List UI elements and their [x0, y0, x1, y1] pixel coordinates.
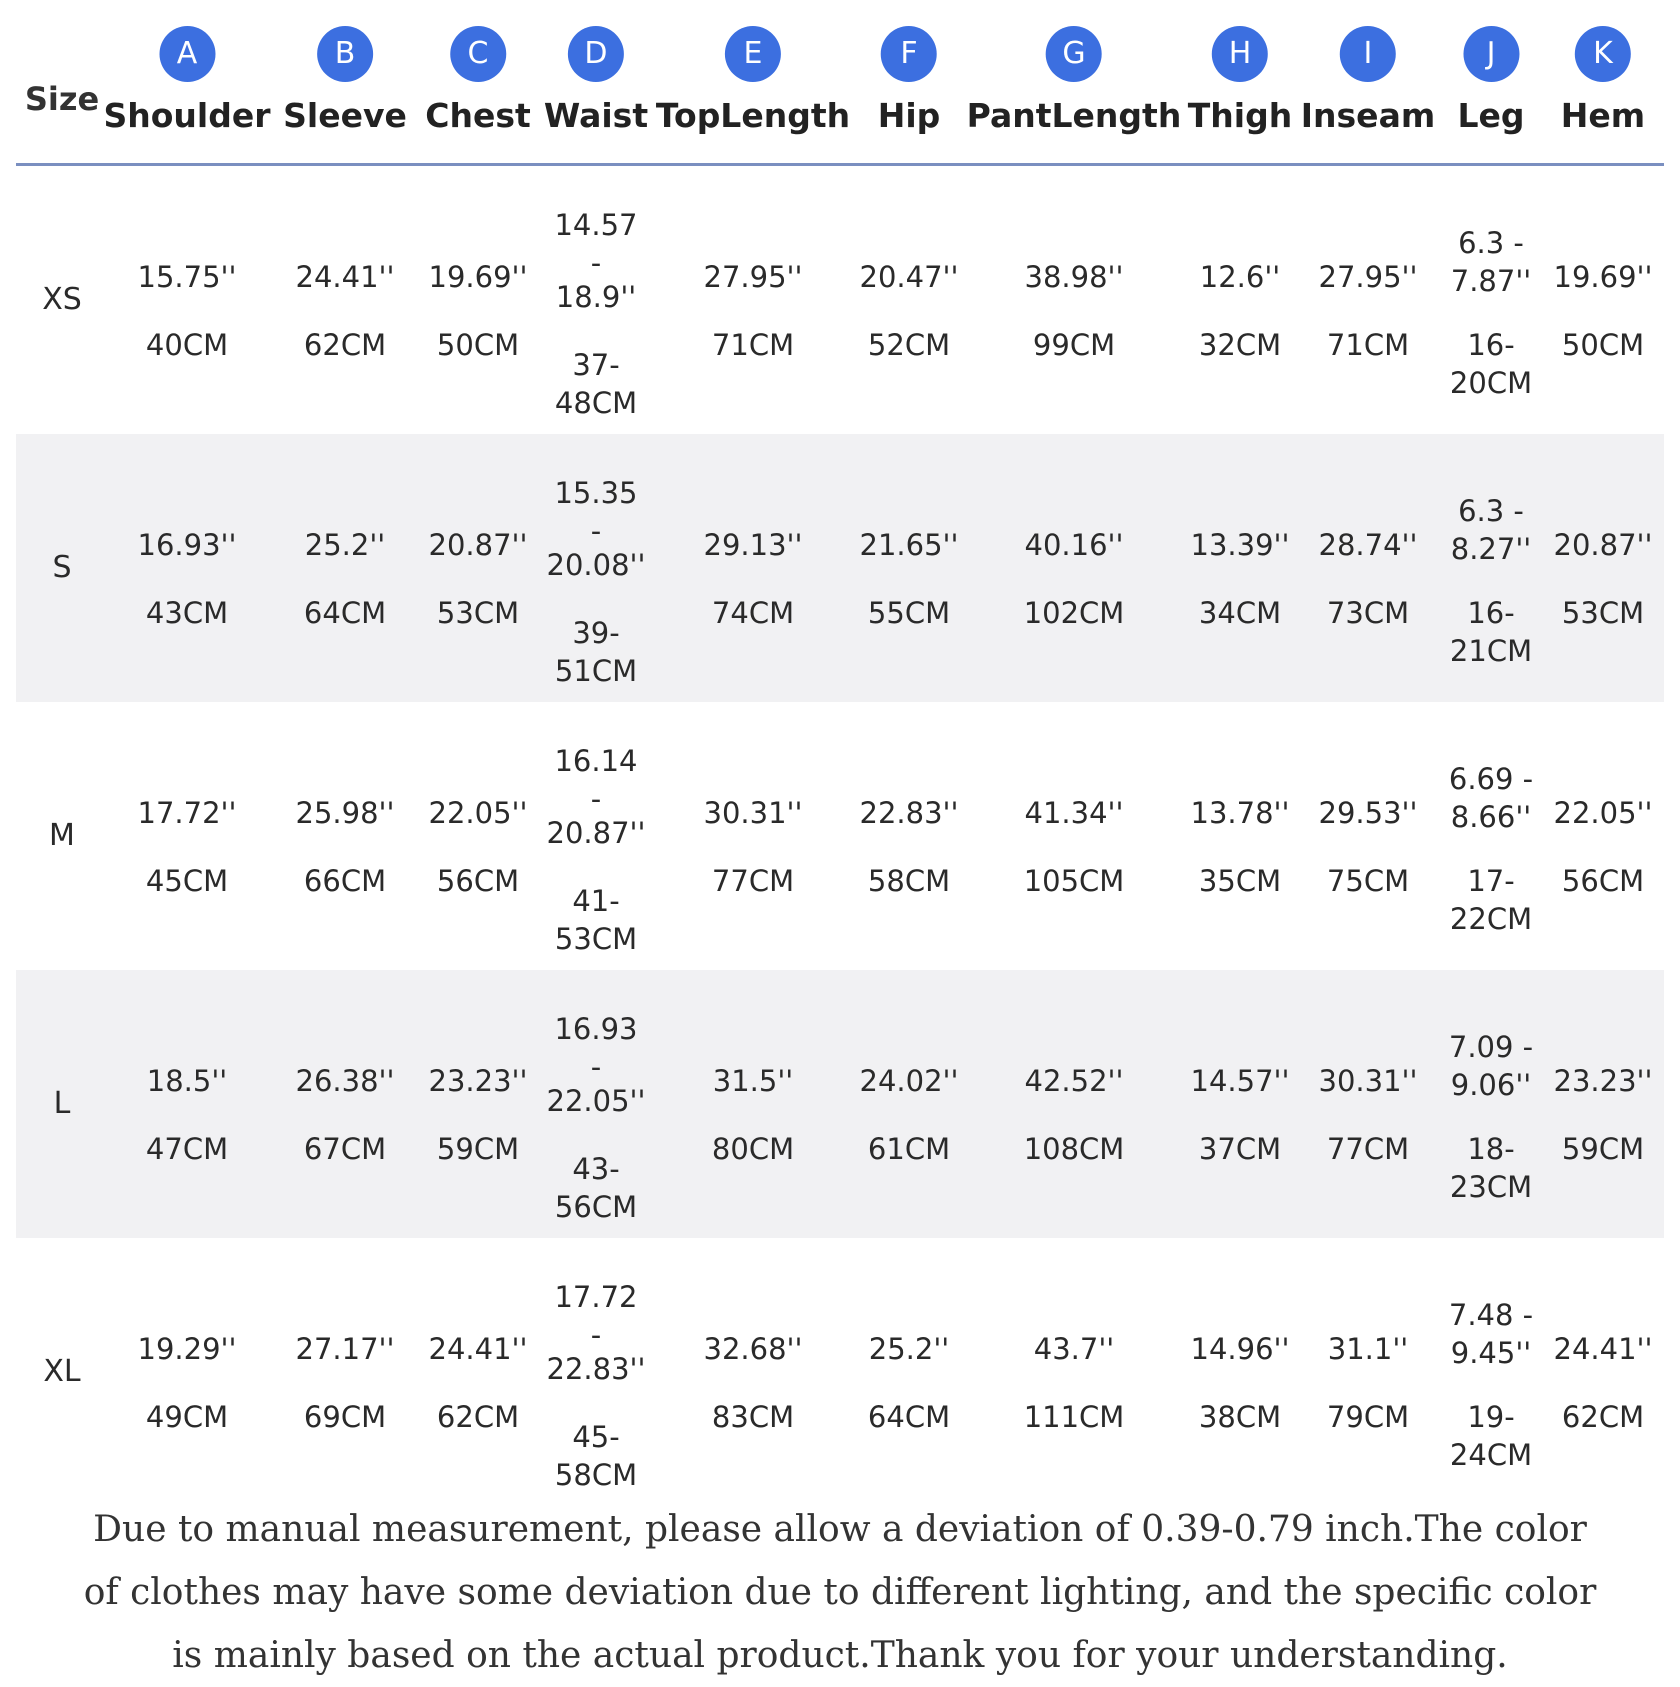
cm-value: 80CM: [711, 1132, 795, 1166]
cm-value: 71CM: [1326, 328, 1410, 362]
cm-value: 49CM: [145, 1400, 229, 1434]
waist-value-line: 53CM: [554, 922, 638, 956]
letter-badge: E: [725, 26, 781, 82]
cm-value: 52CM: [867, 328, 951, 362]
letter-badge: F: [881, 26, 937, 82]
letter-badge: A: [159, 26, 215, 82]
cm-value: 71CM: [711, 328, 795, 362]
waist-value-line: 51CM: [554, 654, 638, 688]
cm-value: 59CM: [1561, 1132, 1645, 1166]
inch-value: 24.41'': [1553, 1332, 1653, 1366]
cm-value: 102CM: [1023, 596, 1125, 630]
inch-value: 40.16'': [1024, 528, 1124, 562]
leg-value-line: 21CM: [1449, 634, 1533, 668]
leg-value-line: 7.48 -: [1448, 1298, 1534, 1332]
waist-value-line: 17.72: [554, 1280, 638, 1314]
column-name: Shoulder: [103, 96, 271, 135]
inch-value: 43.7'': [1033, 1332, 1115, 1366]
cm-value: 75CM: [1326, 864, 1410, 898]
inch-value: 30.31'': [1318, 1064, 1418, 1098]
waist-value-line: 18.9'': [555, 280, 637, 314]
letter-badge: J: [1463, 26, 1519, 82]
leg-value-line: 6.69 -: [1448, 762, 1534, 796]
cm-value: 62CM: [303, 328, 387, 362]
leg-value-line: 19-: [1467, 1400, 1515, 1434]
inch-value: 14.96'': [1190, 1332, 1290, 1366]
leg-value-line: 8.27'': [1450, 532, 1532, 566]
waist-value-line: 48CM: [554, 386, 638, 420]
waist-value-line: 15.35: [554, 476, 638, 510]
letter-badge: D: [568, 26, 624, 82]
cm-value: 79CM: [1326, 1400, 1410, 1434]
leg-value-line: 24CM: [1449, 1438, 1533, 1472]
column-header-pantlength: [967, 0, 1182, 166]
inch-value: 27.95'': [1318, 260, 1418, 294]
cm-value: 40CM: [145, 328, 229, 362]
cm-value: 32CM: [1198, 328, 1282, 362]
cm-value: 69CM: [303, 1400, 387, 1434]
column-header-hip: [878, 0, 941, 166]
cm-value: 45CM: [145, 864, 229, 898]
inch-value: 22.05'': [428, 796, 528, 830]
size-cell: M: [49, 818, 75, 853]
inch-value: 30.31'': [703, 796, 803, 830]
inch-value: 25.2'': [868, 1332, 950, 1366]
cm-value: 83CM: [711, 1400, 795, 1434]
inch-value: 24.41'': [295, 260, 395, 294]
inch-value: 23.23'': [428, 1064, 528, 1098]
letter-badge: I: [1340, 26, 1396, 82]
table-row: [16, 434, 1664, 702]
leg-value-line: 16-: [1467, 328, 1515, 362]
column-header-waist: [544, 0, 648, 166]
inch-value: 20.47'': [859, 260, 959, 294]
column-header-thigh: [1188, 0, 1292, 166]
table-row: [16, 166, 1664, 434]
letter-badge: B: [317, 26, 373, 82]
cm-value: 99CM: [1032, 328, 1116, 362]
waist-value-line: 39-: [572, 616, 620, 650]
letter-badge: K: [1575, 26, 1631, 82]
inch-value: 25.2'': [304, 528, 386, 562]
cm-value: 111CM: [1023, 1400, 1125, 1434]
note-line: of clothes may have some deviation due to different lighting, and the specific color: [83, 1572, 1597, 1613]
inch-value: 26.38'': [295, 1064, 395, 1098]
inch-value: 16.93'': [137, 528, 237, 562]
waist-value-line: 45-: [572, 1420, 620, 1454]
inch-value: 20.87'': [428, 528, 528, 562]
leg-value-line: 23CM: [1449, 1170, 1533, 1204]
cm-value: 77CM: [711, 864, 795, 898]
inch-value: 29.13'': [703, 528, 803, 562]
column-name: TopLength: [655, 96, 851, 135]
cm-value: 105CM: [1023, 864, 1125, 898]
waist-value-line: 14.57: [554, 208, 638, 242]
leg-value-line: 8.66'': [1450, 800, 1532, 834]
inch-value: 32.68'': [703, 1332, 803, 1366]
cm-value: 59CM: [436, 1132, 520, 1166]
cm-value: 38CM: [1198, 1400, 1282, 1434]
inch-value: 19.69'': [1553, 260, 1653, 294]
cm-value: 66CM: [303, 864, 387, 898]
cm-value: 35CM: [1198, 864, 1282, 898]
column-header-sleeve: [283, 0, 407, 166]
table-header: [16, 0, 1664, 166]
leg-value-line: 9.45'': [1450, 1336, 1532, 1370]
cm-value: 62CM: [436, 1400, 520, 1434]
leg-value-line: 22CM: [1449, 902, 1533, 936]
waist-value-line: 41-: [572, 884, 620, 918]
inch-value: 20.87'': [1553, 528, 1653, 562]
cm-value: 37CM: [1198, 1132, 1282, 1166]
leg-value-line: 16-: [1467, 596, 1515, 630]
letter-badge: H: [1212, 26, 1268, 82]
letter-badge: G: [1046, 26, 1102, 82]
inch-value: 18.5'': [146, 1064, 228, 1098]
cm-value: 77CM: [1326, 1132, 1410, 1166]
cm-value: 43CM: [145, 596, 229, 630]
waist-value-line: -: [590, 1318, 602, 1352]
inch-value: 13.39'': [1190, 528, 1290, 562]
cm-value: 55CM: [867, 596, 951, 630]
leg-value-line: 20CM: [1449, 366, 1533, 400]
waist-value-line: 22.83'': [546, 1352, 646, 1386]
waist-value-line: -: [590, 782, 602, 816]
waist-value-line: 58CM: [554, 1458, 638, 1492]
inch-value: 23.23'': [1553, 1064, 1653, 1098]
inch-value: 24.02'': [859, 1064, 959, 1098]
inch-value: 19.29'': [137, 1332, 237, 1366]
table-body: [16, 166, 1664, 1506]
inch-value: 31.1'': [1327, 1332, 1409, 1366]
column-name: Leg: [1457, 96, 1525, 135]
waist-value-line: -: [590, 246, 602, 280]
cm-value: 50CM: [1561, 328, 1645, 362]
leg-value-line: 6.3 -: [1458, 226, 1524, 260]
leg-value-line: 6.3 -: [1458, 494, 1524, 528]
inch-value: 12.6'': [1199, 260, 1281, 294]
column-name: Hip: [877, 96, 941, 135]
inch-value: 15.75'': [137, 260, 237, 294]
size-column-header: Size: [24, 80, 100, 118]
column-header-inseam: [1301, 0, 1435, 166]
inch-value: 27.95'': [703, 260, 803, 294]
waist-value-line: 20.08'': [546, 548, 646, 582]
inch-value: 22.83'': [859, 796, 959, 830]
note-line: Due to manual measurement, please allow a deviation of 0.39-0.79 inch.The color: [93, 1509, 1587, 1550]
inch-value: 14.57'': [1190, 1064, 1290, 1098]
waist-value-line: 22.05'': [546, 1084, 646, 1118]
column-header-chest: [425, 0, 531, 166]
waist-value-line: 43-: [572, 1152, 620, 1186]
cm-value: 53CM: [1561, 596, 1645, 630]
cm-value: 58CM: [867, 864, 951, 898]
waist-value-line: 16.14: [554, 744, 638, 778]
cm-value: 108CM: [1023, 1132, 1125, 1166]
column-name: Sleeve: [283, 96, 407, 135]
column-header-toplength: [656, 0, 850, 166]
column-header-shoulder: [103, 0, 270, 166]
inch-value: 22.05'': [1553, 796, 1653, 830]
table-row: [16, 970, 1664, 1238]
cm-value: 64CM: [303, 596, 387, 630]
cm-value: 67CM: [303, 1132, 387, 1166]
waist-value-line: -: [590, 1050, 602, 1084]
leg-value-line: 9.06'': [1450, 1068, 1532, 1102]
size-cell: L: [53, 1086, 71, 1121]
measurement-note: [16, 1498, 1664, 1687]
cm-value: 61CM: [867, 1132, 951, 1166]
size-chart-table: [16, 0, 1664, 1506]
inch-value: 38.98'': [1024, 260, 1124, 294]
cm-value: 73CM: [1326, 596, 1410, 630]
inch-value: 27.17'': [295, 1332, 395, 1366]
inch-value: 42.52'': [1024, 1064, 1124, 1098]
table-row: [16, 702, 1664, 970]
inch-value: 29.53'': [1318, 796, 1418, 830]
leg-value-line: 7.87'': [1450, 264, 1532, 298]
cm-value: 74CM: [711, 596, 795, 630]
inch-value: 41.34'': [1024, 796, 1124, 830]
cm-value: 56CM: [436, 864, 520, 898]
column-name: Thigh: [1187, 96, 1293, 135]
cm-value: 56CM: [1561, 864, 1645, 898]
leg-value-line: 7.09 -: [1448, 1030, 1534, 1064]
column-header-hem: [1561, 0, 1645, 166]
size-cell: XS: [42, 282, 82, 317]
column-name: Waist: [543, 96, 649, 135]
size-cell: XL: [43, 1354, 81, 1389]
waist-value-line: 37-: [572, 348, 620, 382]
inch-value: 25.98'': [295, 796, 395, 830]
waist-value-line: 20.87'': [546, 816, 646, 850]
leg-value-line: 17-: [1467, 864, 1515, 898]
column-name: Inseam: [1300, 96, 1436, 135]
note-line: is mainly based on the actual product.Thank you for your understanding.: [172, 1635, 1508, 1676]
size-cell: S: [52, 550, 72, 585]
waist-value-line: 16.93: [554, 1012, 638, 1046]
cm-value: 50CM: [436, 328, 520, 362]
column-header-leg: [1457, 0, 1524, 166]
cm-value: 62CM: [1561, 1400, 1645, 1434]
letter-badge: C: [450, 26, 506, 82]
table-row: [16, 1238, 1664, 1506]
column-name: PantLength: [966, 96, 1182, 135]
column-name: Hem: [1560, 96, 1646, 135]
column-name: Chest: [425, 96, 531, 135]
inch-value: 17.72'': [137, 796, 237, 830]
inch-value: 28.74'': [1318, 528, 1418, 562]
inch-value: 24.41'': [428, 1332, 528, 1366]
cm-value: 53CM: [436, 596, 520, 630]
inch-value: 13.78'': [1190, 796, 1290, 830]
cm-value: 64CM: [867, 1400, 951, 1434]
inch-value: 19.69'': [428, 260, 528, 294]
inch-value: 31.5'': [712, 1064, 794, 1098]
leg-value-line: 18-: [1467, 1132, 1515, 1166]
cm-value: 34CM: [1198, 596, 1282, 630]
waist-value-line: 56CM: [554, 1190, 638, 1224]
cm-value: 47CM: [145, 1132, 229, 1166]
waist-value-line: -: [590, 514, 602, 548]
inch-value: 21.65'': [859, 528, 959, 562]
